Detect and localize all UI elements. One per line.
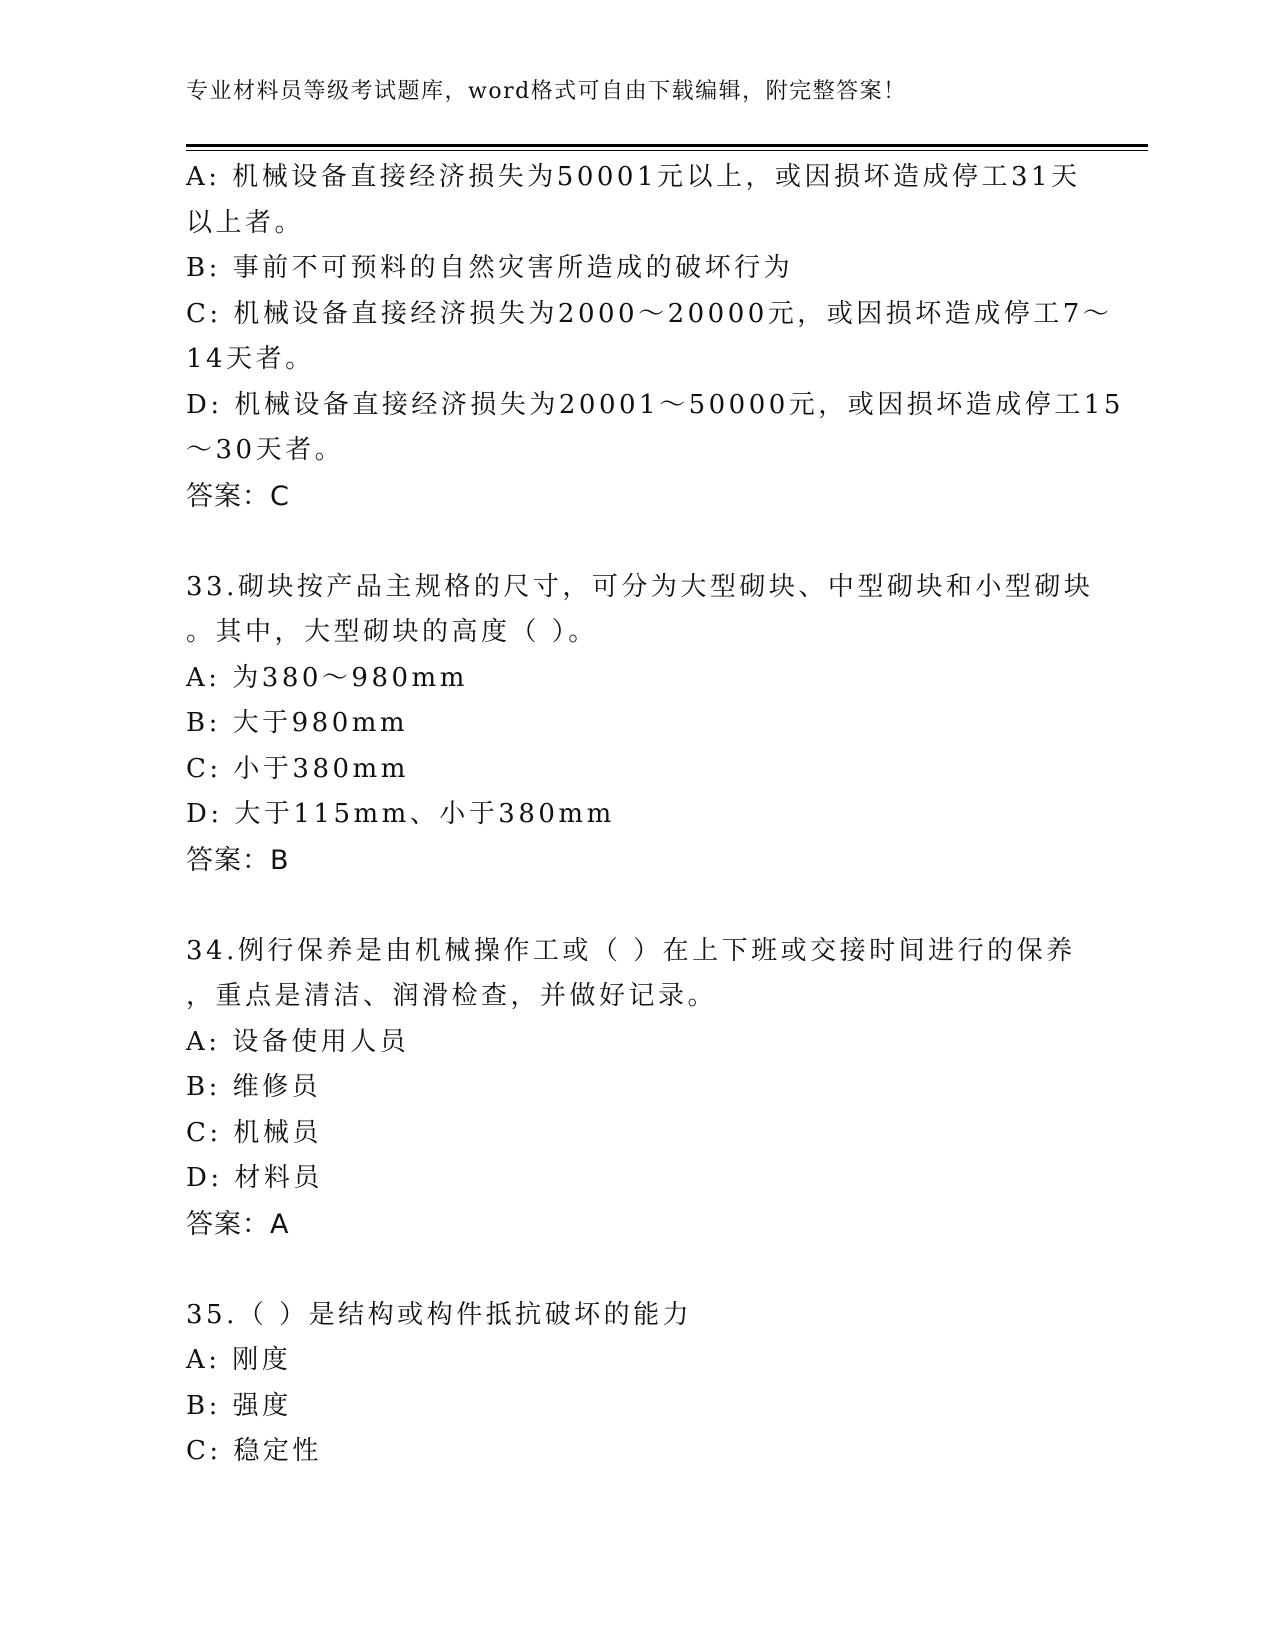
question-35-block (186, 1293, 1086, 1475)
q32-option-d-line2: ～30天者。 (186, 435, 345, 465)
q35-option-c: C: 稳定性 (186, 1436, 322, 1466)
q32-answer: 答案：C (186, 480, 290, 512)
q32-option-a-line2: 以上者。 (186, 207, 305, 238)
q34-option-c: C: 机械员 (186, 1117, 322, 1148)
q34-option-a: A: 设备使用人员 (186, 1026, 410, 1057)
q33-option-d: D: 大于115mm、小于380mm (186, 799, 615, 829)
question-32-block (186, 155, 1124, 519)
spacer (186, 883, 1086, 929)
q32-option-b: B: 事前不可预料的自然灾害所造成的破坏行为 (186, 253, 794, 283)
q35-option-b: B: 强度 (186, 1390, 292, 1421)
q32-option-d-line1: D: 机械设备直接经济损失为20001～50000元，或因损坏造成停工15 (186, 389, 1124, 420)
q33-stem-line1: 33.砌块按产品主规格的尺寸，可分为大型砌块、中型砌块和小型砌块 (186, 571, 1094, 602)
q34-answer: 答案：A (186, 1208, 290, 1240)
header-rule-thin (186, 150, 1148, 151)
page-header: 专业材料员等级考试题库，word格式可自由下载编辑，附完整答案！ (186, 79, 907, 104)
q35-option-a: A: 刚度 (186, 1345, 292, 1375)
question-33-block (186, 565, 1094, 884)
document-body (186, 155, 1124, 1475)
q34-option-b: B: 维修员 (186, 1072, 322, 1102)
q34-option-d: D: 材料员 (186, 1163, 323, 1193)
question-34-block (186, 929, 1086, 1248)
q35-stem: 35.（ ）是结构或构件抵抗破坏的能力 (186, 1299, 693, 1330)
q33-answer: 答案：B (186, 844, 290, 876)
q34-stem-line2: ，重点是清洁、润滑检查，并做好记录。 (186, 981, 718, 1011)
q32-option-c-line1: C: 机械设备直接经济损失为2000～20000元，或因损坏造成停工7～ (186, 298, 1113, 329)
q33-stem-line2: 。其中，大型砌块的高度（ ）。 (186, 617, 598, 647)
q34-stem-line1: 34.例行保养是由机械操作工或（ ）在上下班或交接时间进行的保养 (186, 935, 1076, 966)
q33-option-c: C: 小于380mm (186, 753, 409, 784)
q32-option-a-line1: A: 机械设备直接经济损失为50001元以上，或因损坏造成停工31天 (186, 162, 1081, 192)
q33-option-a: A: 为380～980mm (186, 662, 468, 693)
q32-option-c-line2: 14天者。 (186, 344, 315, 374)
spacer (186, 1247, 1086, 1293)
spacer (186, 519, 1086, 565)
q33-option-b: B: 大于980mm (186, 708, 409, 738)
header-rule-thick (186, 144, 1148, 147)
